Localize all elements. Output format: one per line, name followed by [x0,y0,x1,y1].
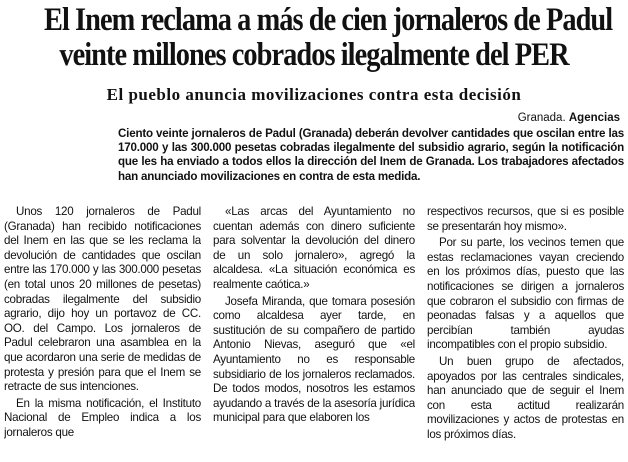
body-column-1 [4,205,201,462]
column-3-paragraph-1: respectivos recursos, que si es posible se presentarán hoy mismo». [427,205,624,233]
byline-place: Granada. [517,112,566,124]
column-3-paragraph-2: Por su parte, los vecinos temen que estas reclamaciones vayan creciendo en los próximos días, puesto que las notificaciones se dirigen a jornaleros que cobraron el subsidio con firmas de peonadas falsas y a aquellos que percibían también ayudas incompatibles con el propio subsidio. [427,236,624,352]
column-1-paragraph-1: Unos 120 jornaleros de Padul (Granada) han recibido notificaciones del Inem en las que se les reclama la devolución de cantidades que oscilan entre las 170.000 y las 300.000 pesetas (en total unos 20 millones de pesetas) cobradas ilegalmente del subsidio agrario, dijo hoy un portavoz de CC. OO. del Campo. Los jornaleros de Padul celebraron una asamblea en la que acordaron una serie de medidas de protesta y presión para que el Inem se retracte de sus intenciones. [4,205,201,394]
body-column-3 [427,205,624,462]
headline-line-1: El Inem reclama a más de cien jornaleros de Padul [43,2,613,38]
byline-agency: Agencias [568,112,620,124]
byline [518,111,620,125]
body-column-2 [213,205,415,462]
column-2-paragraph-2: Josefa Miranda, que tomara posesión como alcaldesa ayer tarde, en sustitución de su compañero de partido Antonio Nievas, aseguró que «el Ayuntamiento no es responsable subsidiario de los jornaleros reclamados. De todos modos, nosotros les estamos ayudando a través de la asesoría jurídica municipal para que elaboren los [213,294,415,425]
column-3-paragraph-3: Un buen grupo de afectados, apoyados por las centrales sindicales, han anunciado que de seguir el Inem con esta actitud realizarán movilizaciones y actos de protestas en los próximos días. [427,354,624,441]
subheadline: El pueblo anuncia movilizaciones contra esta decisión [106,85,522,104]
column-1-paragraph-2: En la misma notificación, el Instituto Nacional de Empleo indica a los jornaleros que [4,396,201,439]
lead-paragraph: Ciento veinte jornaleros de Padul (Granada) deberán devolver cantidades que oscilan entre las 170.000 y las 300.000 pesetas cobradas ilegalmente del subsidio agrario, según la notificación que les ha enviado a todos ellos la dirección del Inem de Granada. Los trabajadores afectados han anunciado movilizaciones en contra de esta medida. [118,127,624,183]
column-2-paragraph-1: «Las arcas del Ayuntamiento no cuentan además con dinero suficiente para solventar la devolución del dinero de un solo jornalero», agregó la alcaldesa. «La situación económica es realmente caótica.» [213,205,415,291]
headline-line-2: veinte millones cobrados ilegalmente del PER [59,37,569,73]
